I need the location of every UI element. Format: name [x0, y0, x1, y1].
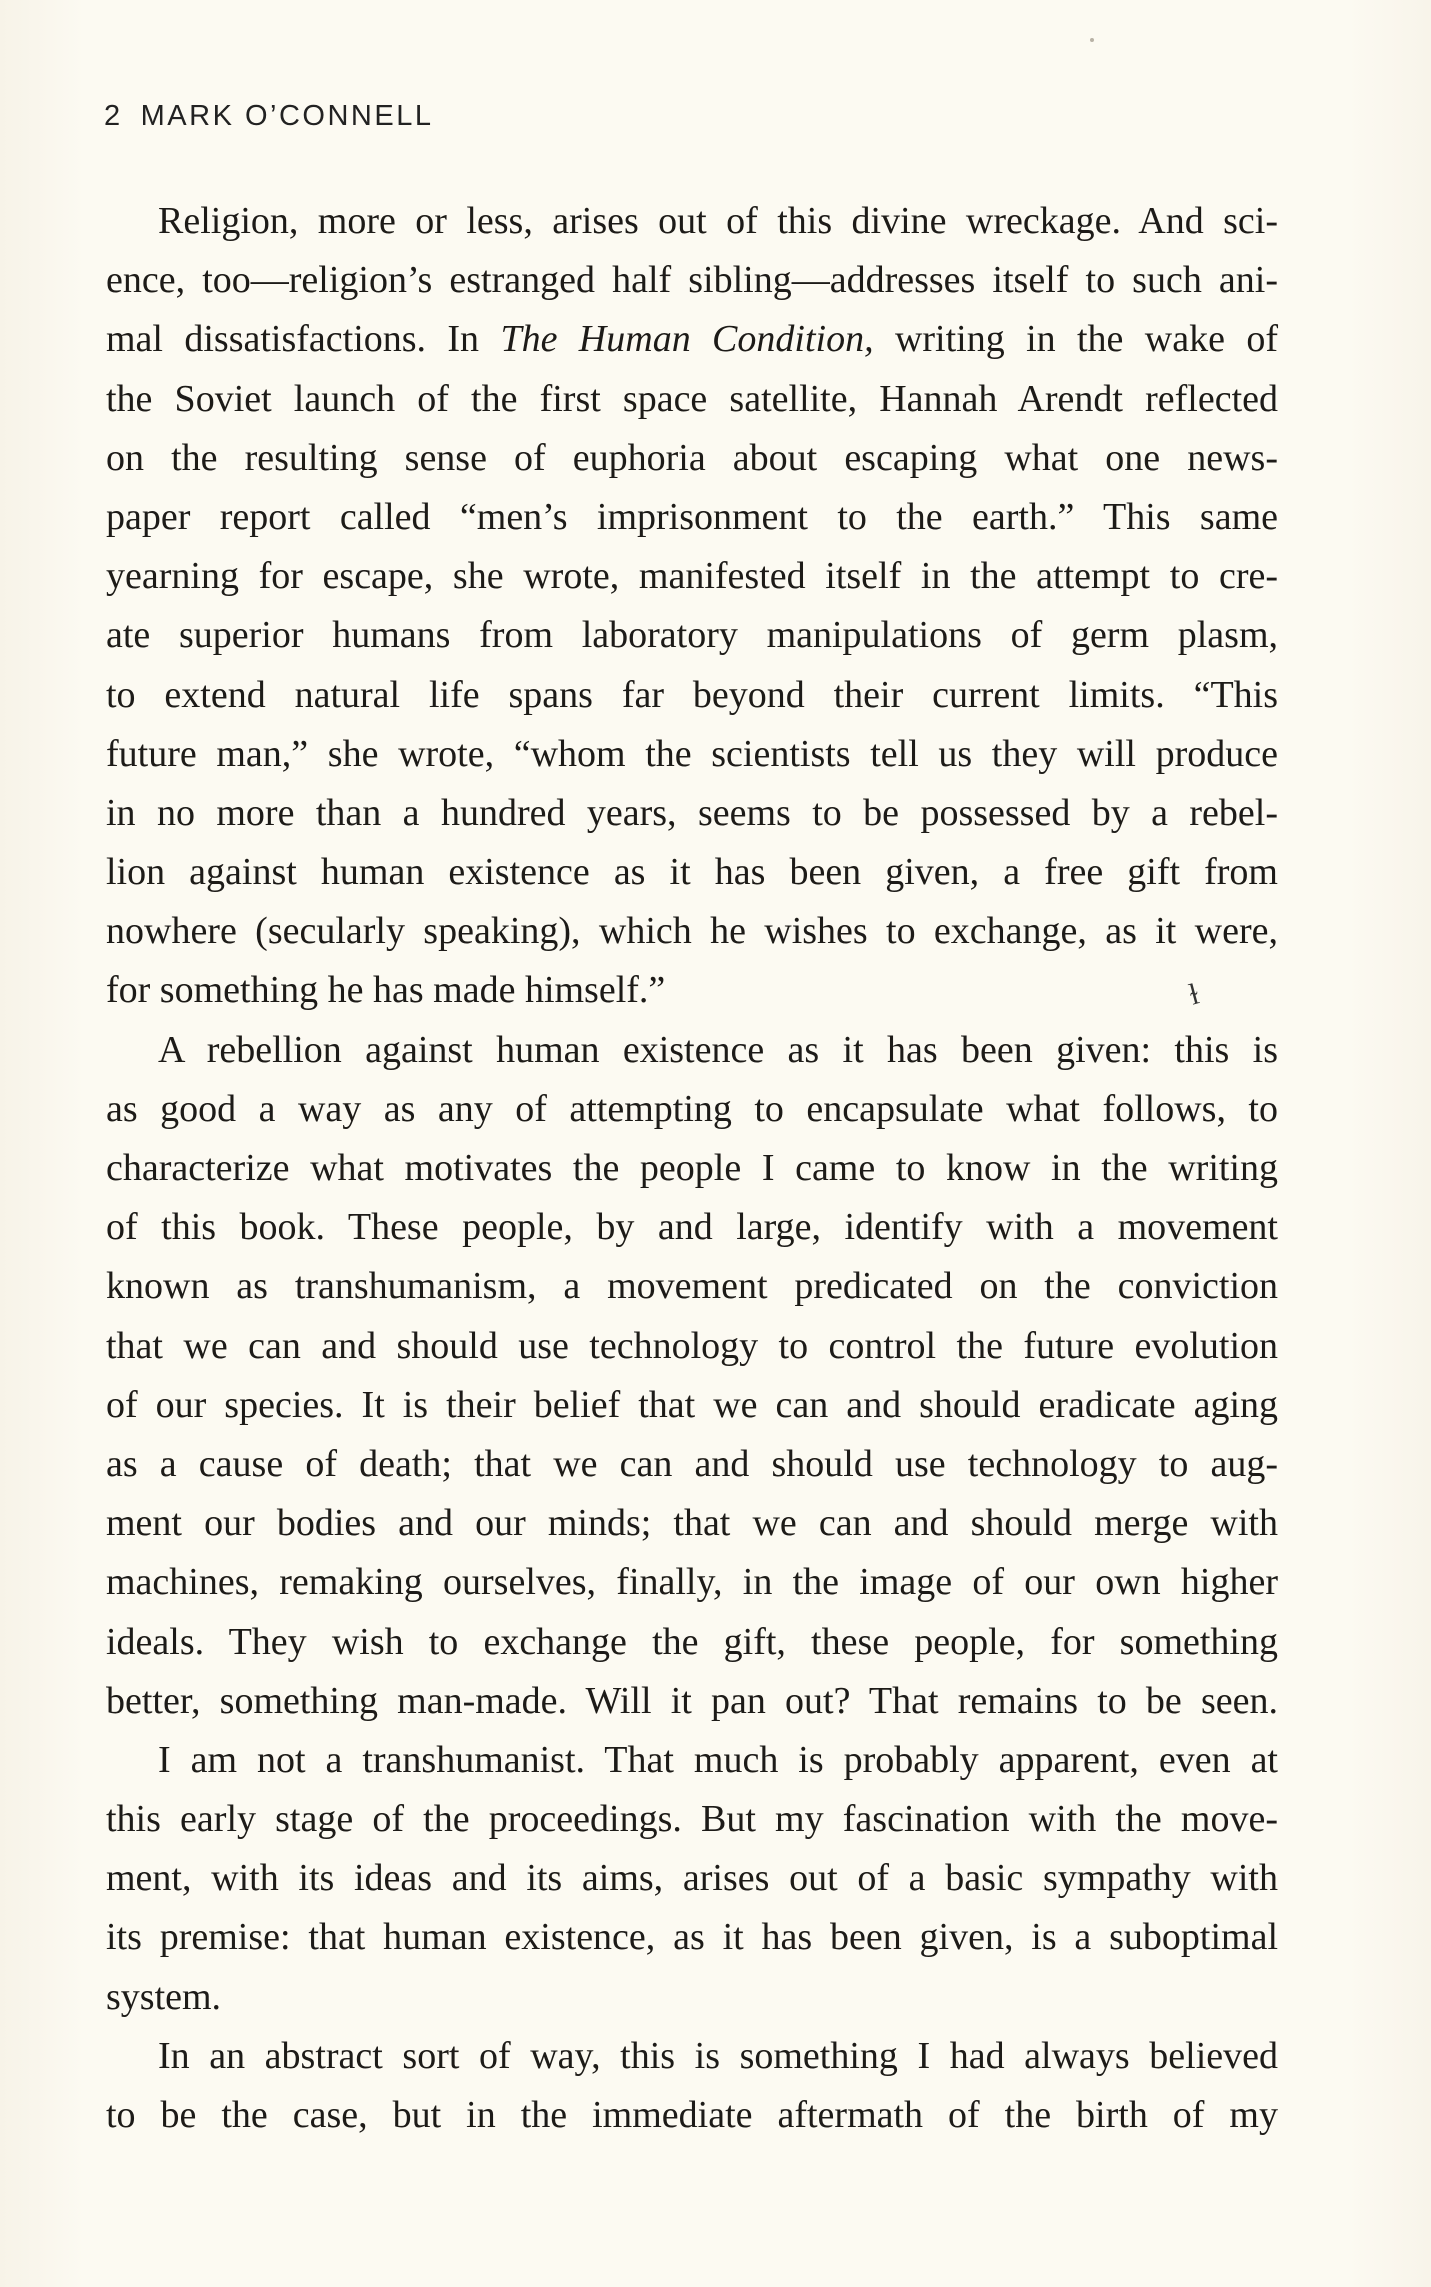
text-line: ideals. They wish to exchange the gift, these people, for something: [106, 1620, 1278, 1663]
text-line: as good a way as any of attempting to encapsulate what follows, to: [106, 1087, 1278, 1130]
text-line: of this book. These people, by and large, identify with a movement: [106, 1206, 1278, 1249]
text-fragment: mal dissatisfactions. In: [106, 318, 501, 361]
text-line: ence, too—religion’s estranged half sibling—addresses itself to such ani-: [106, 259, 1278, 302]
text-line: for something he has made himself.”: [106, 969, 666, 1012]
text-line: In an abstract sort of way, this is something I had always believed: [158, 2034, 1278, 2077]
text-line: A rebellion against human existence as it has been given: this is: [158, 1028, 1278, 1071]
text-line: future man,” she wrote, “whom the scientists tell us they will produce: [106, 732, 1278, 775]
text-line: ment our bodies and our minds; that we can and should merge with: [106, 1502, 1278, 1545]
text-line: that we can and should use technology to control the future evolution: [106, 1324, 1278, 1367]
text-line: machines, remaking ourselves, finally, in the image of our own higher: [106, 1561, 1278, 1604]
text-line: lion against human existence as it has been given, a free gift from: [106, 851, 1278, 894]
text-line: known as transhumanism, a movement predicated on the conviction: [106, 1265, 1278, 1308]
text-line: as a cause of death; that we can and should use technology to aug-: [106, 1442, 1278, 1485]
text-line: the Soviet launch of the first space satellite, Hannah Arendt reflected: [106, 377, 1278, 420]
body-text: [106, 192, 1278, 2145]
text-line: to be the case, but in the immediate aftermath of the birth of my: [106, 2094, 1278, 2136]
text-line: better, something man-made. Will it pan out? That remains to be seen.: [106, 1679, 1278, 1722]
text-line: Religion, more or less, arises out of this divine wreckage. And sci-: [158, 200, 1278, 242]
text-line: ment, with its ideas and its aims, arises out of a basic sympathy with: [106, 1857, 1278, 1900]
pencil-mark-icon: ɫ: [1185, 977, 1203, 1012]
text-line: yearning for escape, she wrote, manifested itself in the attempt to cre-: [106, 555, 1278, 598]
text-line: characterize what motivates the people I came to know in the writing: [106, 1147, 1278, 1189]
text-line: [106, 310, 1278, 369]
text-line: this early stage of the proceedings. But my fascination with the move-: [106, 1798, 1278, 1841]
running-head: [104, 100, 433, 133]
text-line: to extend natural life spans far beyond their current limits. “This: [106, 673, 1278, 716]
paper-speck: [1090, 38, 1094, 42]
text-line: on the resulting sense of euphoria about escaping what one news-: [106, 436, 1278, 479]
text-line: ate superior humans from laboratory manipulations of germ plasm,: [106, 614, 1278, 657]
page-number: 2: [104, 100, 123, 132]
text-line: I am not a transhumanist. That much is probably apparent, even at: [158, 1738, 1278, 1781]
text-line: its premise: that human existence, as it has been given, is a suboptimal: [106, 1916, 1278, 1959]
text-line: paper report called “men’s imprisonment to the earth.” This same: [106, 495, 1278, 538]
text-line: of our species. It is their belief that we can and should eradicate aging: [106, 1383, 1278, 1426]
text-line: in no more than a hundred years, seems to be possessed by a rebel-: [106, 791, 1278, 834]
text-fragment: writing in the wake of: [873, 318, 1278, 361]
book-title: The Human Condition,: [500, 318, 874, 361]
text-line: nowhere (secularly speaking), which he wishes to exchange, as it were,: [106, 910, 1278, 953]
author-name: MARK O’CONNELL: [140, 100, 434, 132]
text-line: system.: [106, 1975, 222, 2018]
